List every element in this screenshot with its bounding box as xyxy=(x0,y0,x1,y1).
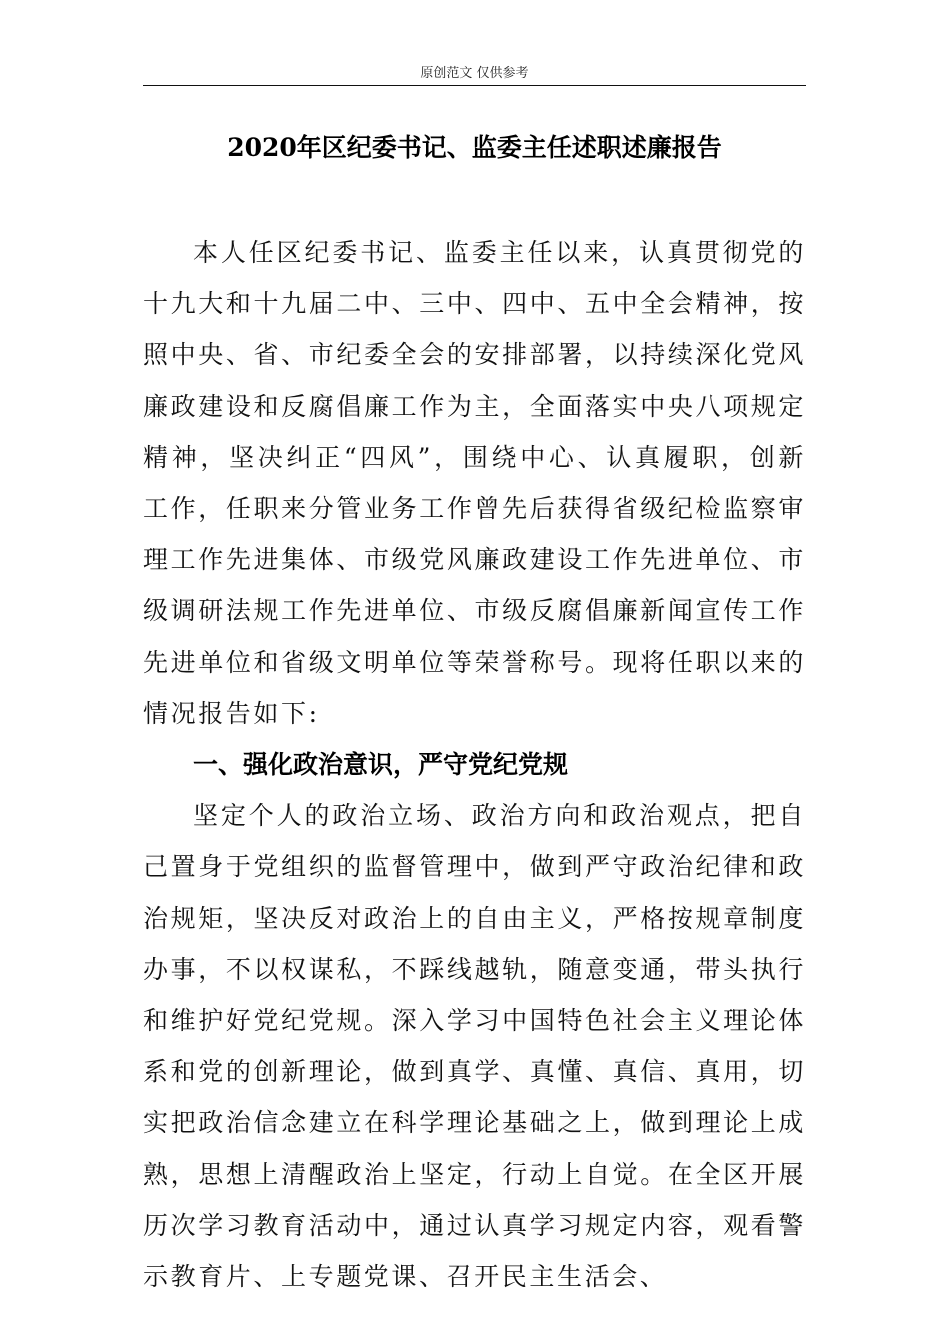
document-title: 2020年区纪委书记、监委主任述职述廉报告 xyxy=(227,133,722,162)
paragraph: 坚定个人的政治立场、政治方向和政治观点，把自己置身于党组织的监督管理中，做到严守政治纪律和政治规矩，坚决反对政治上的自由主义，严格按规章制度办事，不以权谋私，不踩线越轨，随意变通，带头执行和维护好党纪党规。深入学习中国特色社会主义理论体系和党的创新理论，做到真学、真懂、真信、真用，切实把政治信念建立在科学理论基础之上，做到理论上成熟，思想上清醒政治上坚定，行动上自觉。在全区开展历次学习教育活动中，通过认真学习规定内容，观看警示教育片、上专题党课、召开民主生活会、 xyxy=(143,801,806,1292)
header-divider xyxy=(143,85,806,86)
paragraph: 本人任区纪委书记、监委主任以来，认真贯彻党的十九大和十九届二中、三中、四中、五中全会精神，按照中央、省、市纪委全会的安排部署，以持续深化党风廉政建设和反腐倡廉工作为主，全面落实中央八项规定精神，坚决纠正“四风”，围绕中心、认真履职，创新工作，任职来分管业务工作曾先后获得省级纪检监察审理工作先进集体、市级党风廉政建设工作先进单位、市级调研法规工作先进单位、市级反腐倡廉新闻宣传工作先进单位和省级文明单位等荣誉称号。现将任职以来的情况报告如下: xyxy=(143,238,806,728)
document-body xyxy=(143,227,806,1302)
section-heading: 一、强化政治意识，严守党纪党规 xyxy=(193,750,569,780)
page-header: 原创范文 仅供参考 xyxy=(420,66,529,81)
